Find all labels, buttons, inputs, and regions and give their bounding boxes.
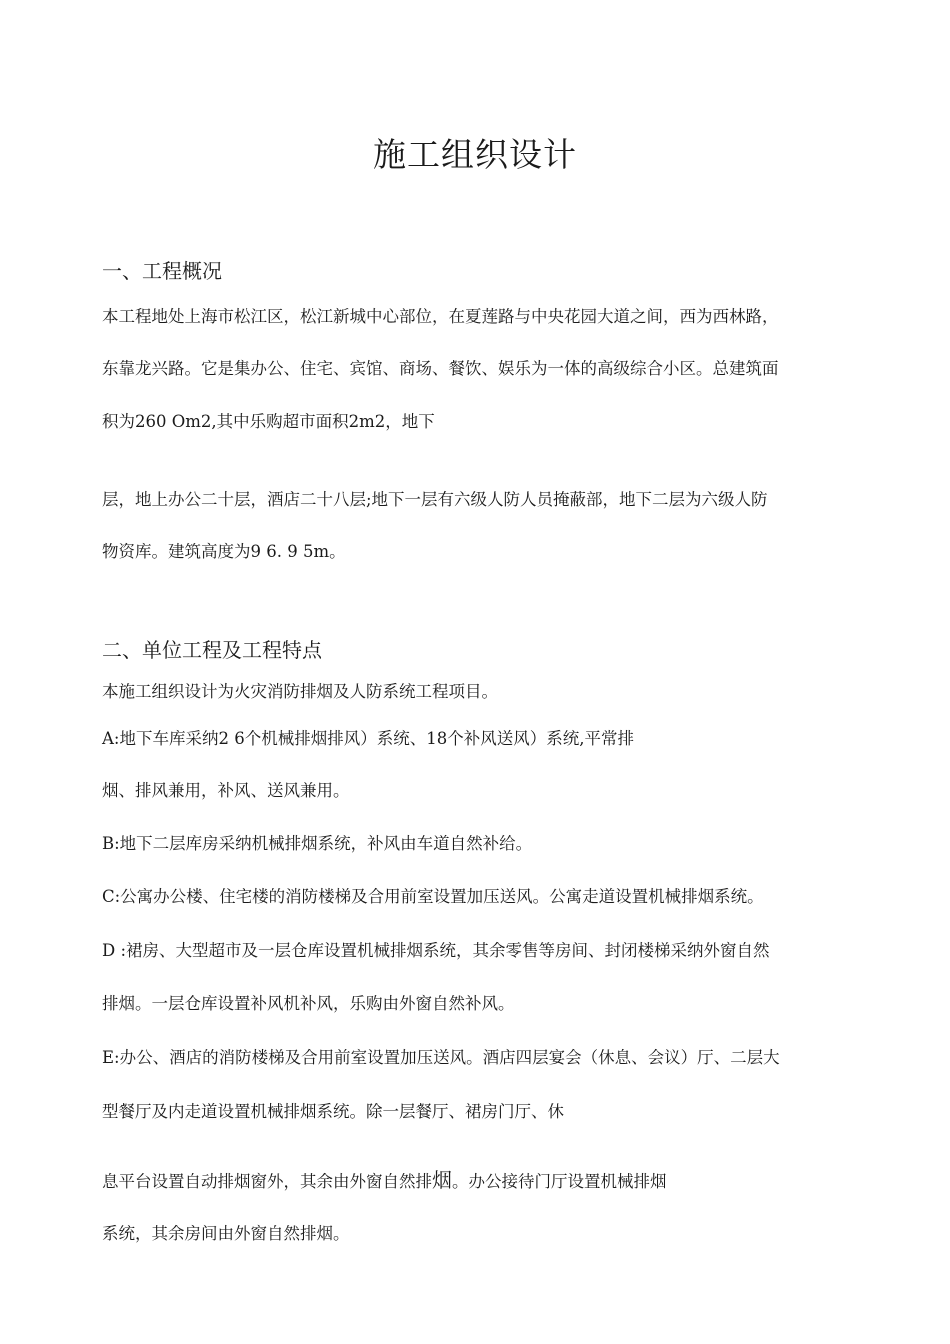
document-title: 施工组织设计 [373, 135, 577, 174]
paragraph-line: 系统，其余房间由外窗自然排烟。 [102, 1224, 350, 1243]
paragraph-line: 型餐厅及内走道设置机械排烟系统。除一层餐厅、裙房门厅、休 [102, 1102, 564, 1121]
paragraph-line: B:地下二层库房采纳机械排烟系统，补风由车道自然补给。 [102, 834, 533, 853]
text-run-large: 烟 [432, 1168, 452, 1192]
text-run: 。办公接待门厅设置机械排烟 [452, 1172, 667, 1191]
paragraph-line: 本施工组织设计为火灾消防排烟及人防系统工程项目。 [102, 682, 498, 701]
paragraph-line-mixed [102, 1168, 667, 1194]
section-heading-overview: 一、工程概况 [102, 259, 222, 283]
paragraph-line: 东靠龙兴路。它是集办公、住宅、宾馆、商场、餐饮、娱乐为一体的高级综合小区。总建筑面 [102, 359, 779, 378]
paragraph-line: E:办公、酒店的消防楼梯及合用前室设置加压送风。酒店四层宴会（休息、会议）厅、二层大 [102, 1048, 780, 1067]
paragraph-line: 物资库。建筑高度为9 6. 9 5m。 [102, 542, 346, 561]
paragraph-line: 积为260 Om2,其中乐购超市面积2m2，地下 [102, 412, 435, 431]
paragraph-line: D :裙房、大型超市及一层仓库设置机械排烟系统，其余零售等房间、封闭楼梯采纳外窗自然 [102, 941, 770, 960]
section-heading-features: 二、单位工程及工程特点 [102, 638, 322, 662]
paragraph-line: 本工程地处上海市松江区，松江新城中心部位，在夏莲路与中央花园大道之间，西为西林路， [102, 307, 779, 326]
text-run: 息平台设置自动排烟窗外，其余由外窗自然排 [102, 1172, 432, 1191]
paragraph-line: A:地下车库采纳2 6个机械排烟排风）系统、18个补风送风）系统,平常排 [102, 729, 634, 748]
paragraph-line: C:公寓办公楼、住宅楼的消防楼梯及合用前室设置加压送风。公寓走道设置机械排烟系统。 [102, 887, 764, 906]
paragraph-line: 排烟。一层仓库设置补风机补风，乐购由外窗自然补风。 [102, 994, 515, 1013]
paragraph-line: 层，地上办公二十层，酒店二十八层;地下一层有六级人防人员掩蔽部，地下二层为六级人防 [102, 490, 768, 509]
paragraph-line: 烟、排风兼用，补风、送风兼用。 [102, 781, 350, 800]
